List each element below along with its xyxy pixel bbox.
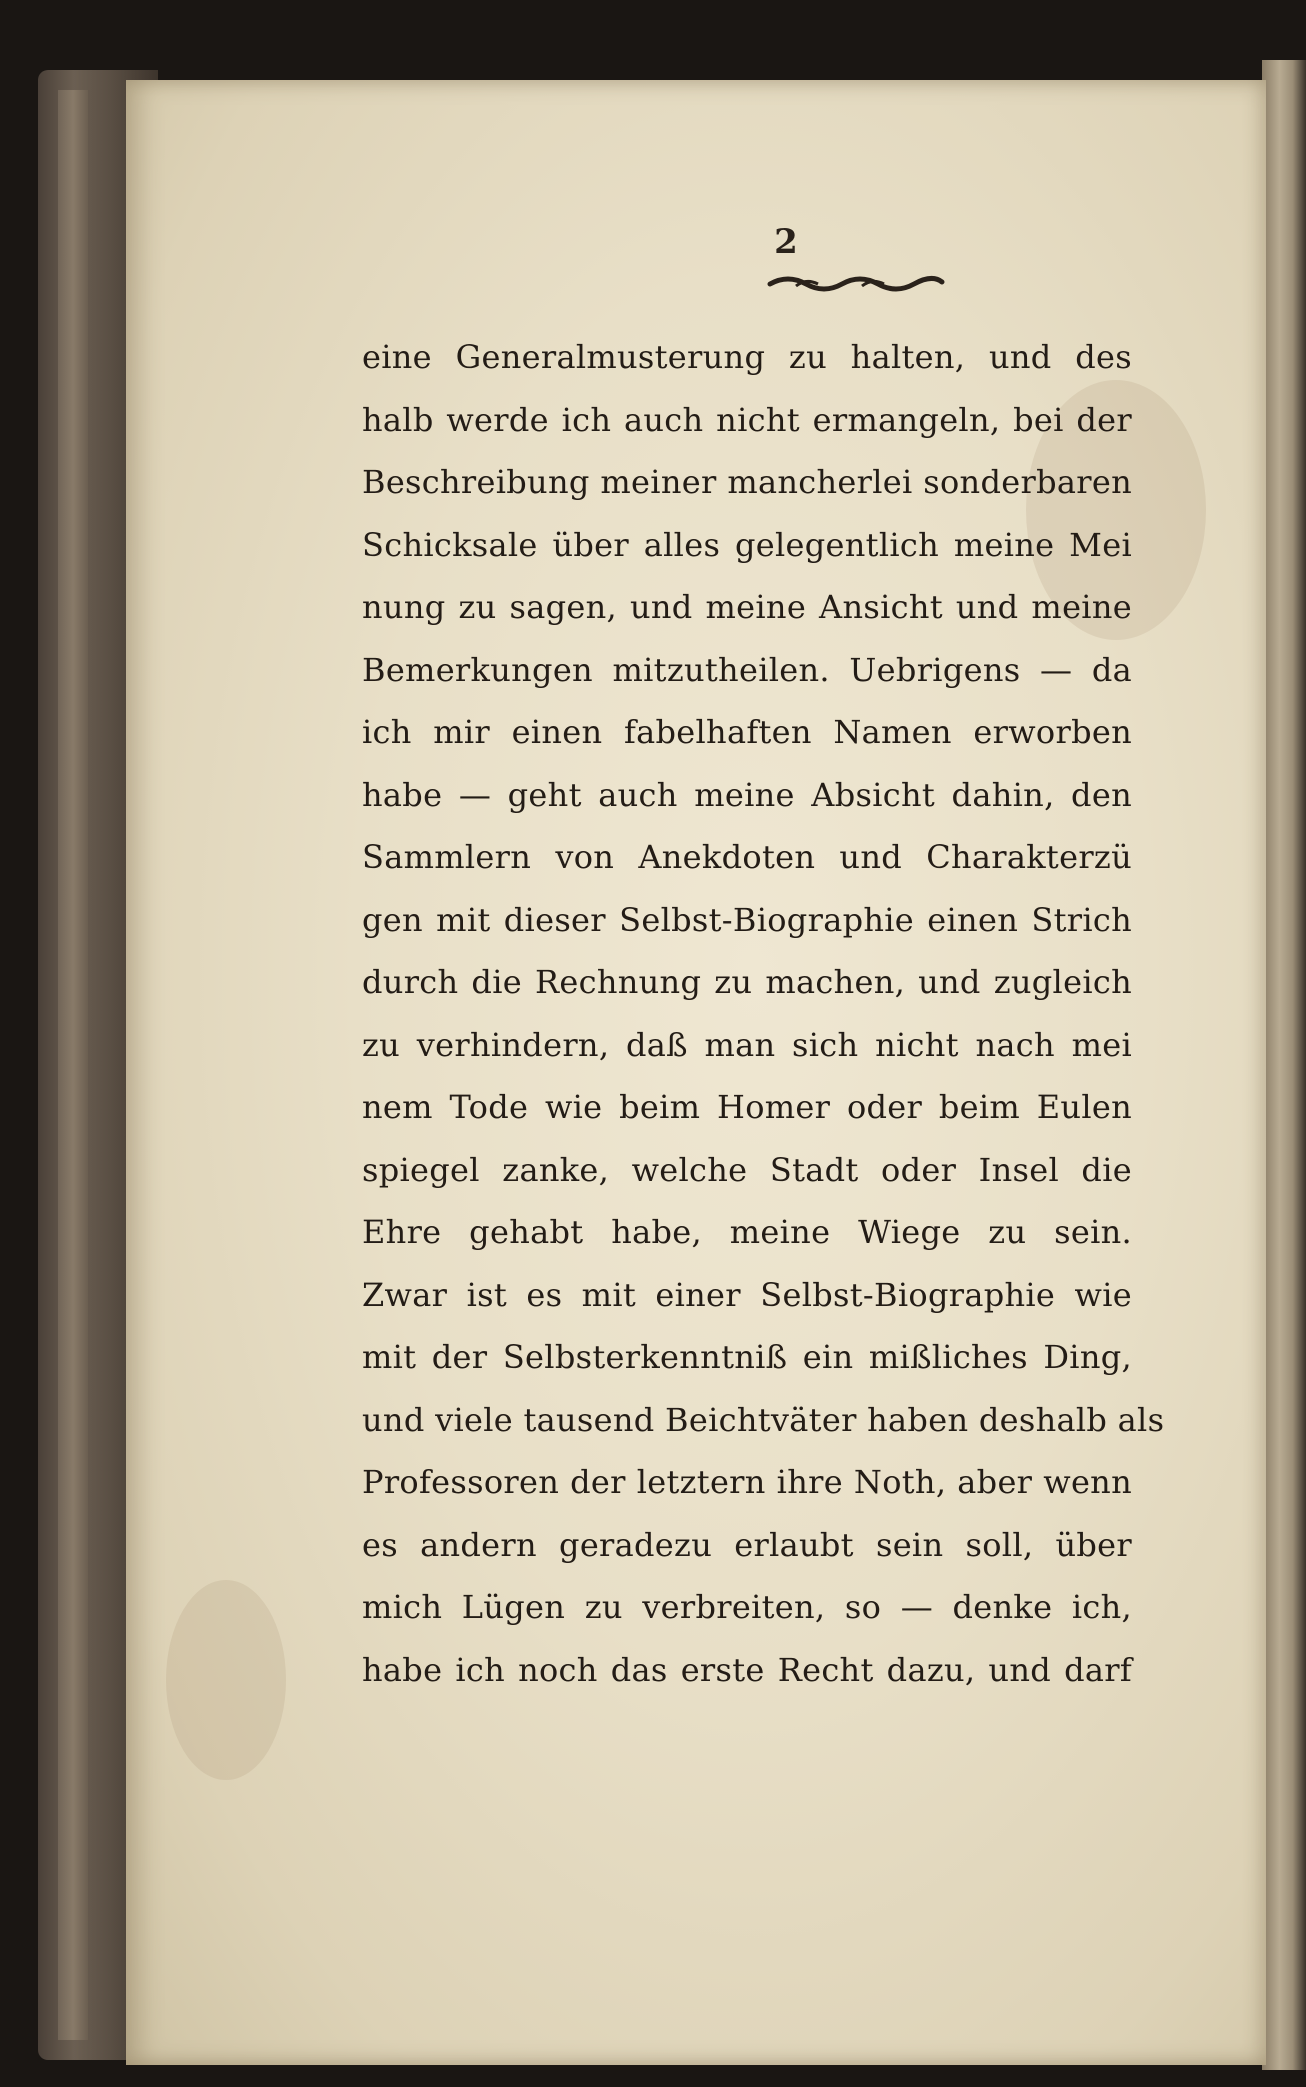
text-line: halb werde ich auch nicht ermangeln, bei der: [362, 400, 1132, 439]
text-line: Schicksale über alles gelegentlich meine Mei: [362, 525, 1132, 564]
text-line: Sammlern von Anekdoten und Charakterzü: [362, 838, 1132, 876]
paper-stain: [166, 1580, 286, 1780]
text-line: eine Generalmusterung zu halten, und des: [362, 338, 1132, 376]
text-line: gen mit dieser Selbst‑Biographie einen Strich: [362, 900, 1132, 939]
text-line: Bemerkungen mitzutheilen. Uebrigens — da: [362, 650, 1132, 689]
text-line: und viele tausend Beichtväter haben deshalb als: [362, 1400, 1165, 1439]
text-line: nem Tode wie beim Homer oder beim Eulen: [362, 1088, 1132, 1126]
text-line: zu verhindern, daß man sich nicht nach mei: [362, 1025, 1132, 1064]
text-line: es andern geradezu erlaubt sein soll, über: [362, 1525, 1132, 1564]
text-line: durch die Rechnung zu machen, und zugleich: [362, 963, 1132, 1001]
text-line: Zwar ist es mit einer Selbst‑Biographie wie: [362, 1275, 1132, 1314]
text-line: Beschreibung meiner mancherlei sonderbaren: [362, 463, 1132, 501]
text-line: nung zu sagen, und meine Ansicht und meine: [362, 588, 1132, 626]
text-line: spiegel zanke, welche Stadt oder Insel die: [362, 1150, 1132, 1189]
body-text: [362, 326, 1165, 1701]
text-line: mich Lügen zu verbreiten, so — denke ich,: [362, 1588, 1132, 1626]
ornament-divider: [766, 272, 946, 294]
text-line: ich mir einen fabelhaften Namen erworben: [362, 713, 1132, 751]
text-line: Professoren der letztern ihre Noth, aber wenn: [362, 1463, 1132, 1501]
text-line: Ehre gehabt habe, meine Wiege zu sein.: [362, 1213, 1132, 1251]
text-line: habe — geht auch meine Absicht dahin, den: [362, 775, 1132, 814]
book-page: [126, 80, 1266, 2065]
page-number: 2: [774, 222, 798, 262]
text-line: mit der Selbsterkenntniß ein mißliches Ding,: [362, 1338, 1132, 1376]
text-line: habe ich noch das erste Recht dazu, und darf: [362, 1650, 1132, 1689]
cover-edge: [58, 90, 88, 2040]
page-edge: [1262, 60, 1306, 2070]
